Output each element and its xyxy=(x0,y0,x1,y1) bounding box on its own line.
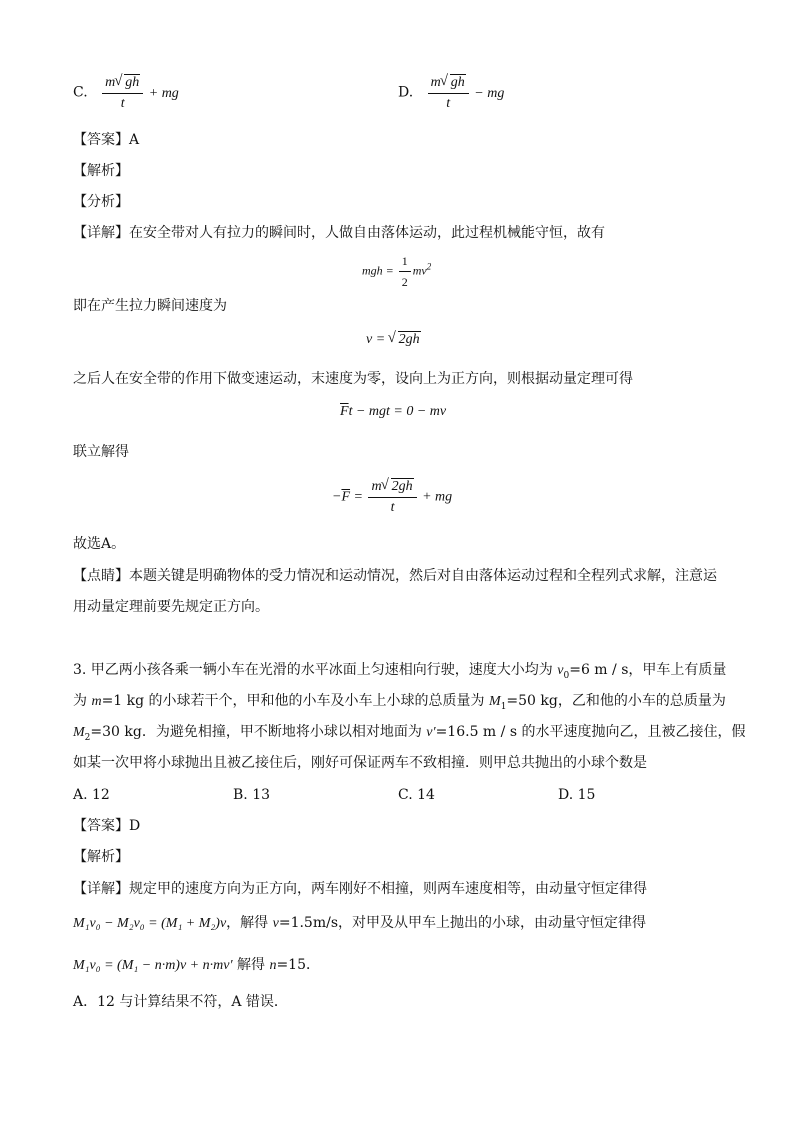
detail-text: 在安全带对人有拉力的瞬间时，人做自由落体运动，此过程机械能守恒，故有 xyxy=(129,225,605,241)
q2-answer: 【答案】A xyxy=(73,132,140,148)
q3-last: A．12 与计算结果不符，A 错误． xyxy=(73,994,288,1010)
q2-detail xyxy=(73,223,605,243)
option-d: D. $\frac{m √ gh}{t}$ − mg xyxy=(398,74,504,113)
q3-line1: 3. 甲乙两小孩各乘一辆小车在光滑的水平冰面上匀速相向行驶，速度大小均为 $v_0=6$ m / s，甲车上有质量 xyxy=(73,662,727,681)
q2-analysis-tag: 【解析】 xyxy=(73,163,129,179)
option-c-label: C. xyxy=(73,84,88,101)
q3-choice-b: B. 13 xyxy=(233,787,271,803)
q2-line4: 联立解得 xyxy=(73,444,129,460)
q3-analysis-tag: 【解析】 xyxy=(73,849,129,865)
option-c: C. $\frac{m √ gh}{t}$ + mg xyxy=(73,74,179,113)
q3-detail3: M₁v₀ = (M₁ − n·m)v + n·mv′ 解得 n=15． xyxy=(73,957,320,973)
equation-energy: mgh = $\frac{1}{2}$ $mv^2$ xyxy=(362,254,432,289)
q3-line4: 如某一次甲将小球抛出且被乙接住后，刚好可保证两车不致相撞．则甲总共抛出的小球个数是 xyxy=(73,755,647,771)
option-d-label: D. xyxy=(398,84,414,101)
q3-detail1: 【详解】规定甲的速度方向为正方向，两车刚好不相撞，则两车速度相等，由动量守恒定律得 xyxy=(73,881,647,897)
q3-choice-d: D. 15 xyxy=(558,787,596,803)
q3-choice-c: C. 14 xyxy=(398,787,435,803)
equation-momentum-2: M₁v₀ = (M₁ − n·m)v + n·mv′ xyxy=(73,958,233,973)
q3-line2: 为 m=1 kg 的小球若干个，甲和他的小车及小车上小球的总质量为 $M_1=50$ kg，乙和他的小车的总质量为 xyxy=(73,693,726,712)
q3-line3: $M_2=30$ kg．为避免相撞，甲不断地将小球以相对地面为 v′=16.5 m / s 的水平速度抛向乙，且被乙接住，假 xyxy=(73,724,746,743)
q2-point: 【点睛】本题关键是明确物体的受力情况和运动情况，然后对自由落体运动过程和全程列式求解，注意运 xyxy=(73,568,717,584)
equation-result: $-\overline{F}$ = $\frac{m √ 2gh}{t}$ + mg xyxy=(332,478,452,517)
equation-impulse: $\overline{F}t$ − mgt = 0 − mv xyxy=(340,404,447,419)
q2-conclusion: 故选A。 xyxy=(73,536,126,552)
equation-velocity: v = √ 2gh xyxy=(366,332,421,348)
q2-fenxi-tag: 【分析】 xyxy=(73,194,129,210)
q2-point-cont: 用动量定理前要先规定正方向。 xyxy=(73,599,269,615)
q3-answer: 【答案】D xyxy=(73,818,141,834)
option-c-fraction: $\frac{m √ gh}{t}$ xyxy=(102,74,143,113)
detail-tag: 【详解】 xyxy=(73,225,129,241)
option-d-fraction: $\frac{m √ gh}{t}$ xyxy=(428,74,469,113)
q2-line3: 之后人在安全带的作用下做变速运动，末速度为零，设向上为正方向，则根据动量定理可得 xyxy=(73,371,633,387)
equation-momentum-1: M₁v₀ − M₂v₀ = (M₁ + M₂)v xyxy=(73,916,227,931)
q3-choice-a: A. 12 xyxy=(73,787,110,803)
q3-detail2: M₁v₀ − M₂v₀ = (M₁ + M₂)v，解得 v=1.5m/s，对甲及从甲车上抛出的小球，由动量守恒定律得 xyxy=(73,915,647,931)
q2-line2: 即在产生拉力瞬间速度为 xyxy=(73,298,227,314)
